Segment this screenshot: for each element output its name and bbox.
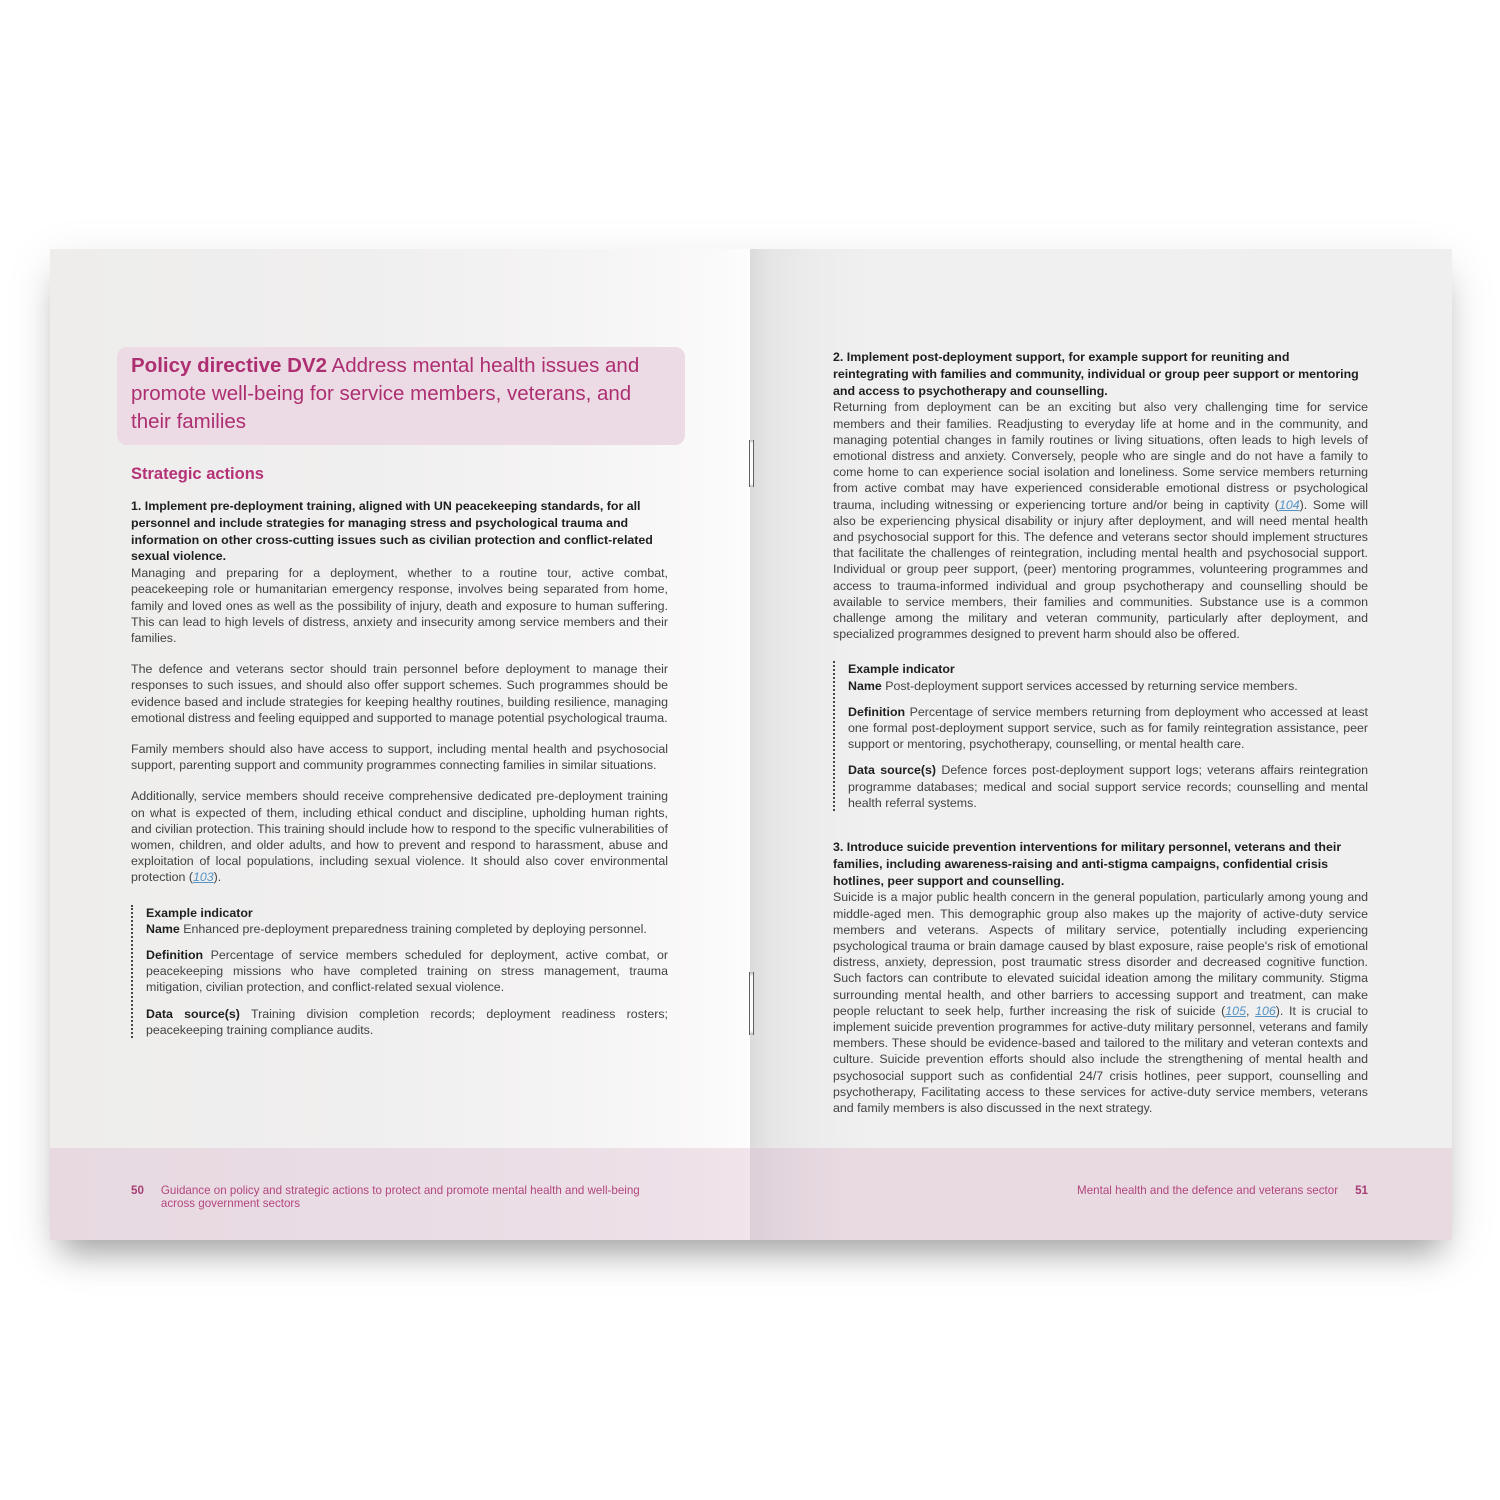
- action1-paragraph-1: Managing and preparing for a deployment, whether to a routine tour, active combat, peacekeeping role or humanitarian emergency response, involves being separated from home, family and loved ones as well as the possibility of injury, death and exposure to human suffering. This can lead to high levels of distress, anxiety and insecurity among service members and their families.: [131, 566, 668, 645]
- left-footer: [131, 1184, 668, 1210]
- indicator1-datasource: [146, 1006, 668, 1038]
- indicator2-definition: [848, 704, 1368, 753]
- action3-body: [833, 889, 1368, 1116]
- indicator1-definition: [146, 947, 668, 996]
- indicator1-name-label: Name: [146, 921, 180, 936]
- book-spread: [50, 249, 1452, 1240]
- right-footer-band: [750, 1148, 1452, 1240]
- right-page: [750, 249, 1452, 1240]
- spine-mark-bottom: [749, 972, 754, 1035]
- action1-paragraph-2: The defence and veterans sector should train personnel before deployment to manage their responses to such issues, and should also offer support schemes. Such programmes should be evidence based and include strategies for keeping healthy routines, building resilience, managing emotional distress and feeling equipped and supported to manage potential psychological trauma.: [131, 662, 668, 725]
- indicator2-name-text: Post-deployment support services accessed by returning service members.: [881, 678, 1298, 693]
- action2-body: [833, 399, 1368, 642]
- left-footer-text: Guidance on policy and strategic actions to protect and promote mental health and well-being across government sectors: [160, 1184, 640, 1210]
- action2-body-text: Returning from deployment can be an exciting but also very challenging time for service members and their families. Readjusting to everyday life at home and in the community, and managing potential changes in family routines or living situations, often leads to high levels of emotional distress and anxiety. Conversely, people who are single and do not have a family to come home to can experience social isolation and loneliness. Some service members returning from active combat may have experienced considerable emotional distress or psychological trauma, including witnessing or experiencing torture and/or being in captivity (: [833, 400, 1368, 512]
- strategic-actions-heading: Strategic actions: [131, 465, 264, 483]
- right-footer: [833, 1184, 1368, 1197]
- policy-directive-label: Policy directive DV2: [131, 354, 327, 377]
- indicator1-heading: Example indicator: [146, 905, 253, 920]
- indicator1-datasource-text: Training division completion records; deployment readiness rosters; peacekeeping training compliance audits.: [146, 1006, 668, 1037]
- example-indicator-box-1: [131, 905, 668, 1038]
- indicator2-heading: Example indicator: [848, 662, 955, 677]
- citation-link-106[interactable]: 106: [1255, 1003, 1276, 1018]
- indicator2-name: [848, 678, 1368, 694]
- left-page-number: 50: [131, 1184, 144, 1197]
- example-indicator-box-2: [833, 661, 1368, 811]
- citation-link-105[interactable]: 105: [1225, 1003, 1246, 1018]
- citation-separator: ,: [1245, 1003, 1256, 1018]
- right-footer-text: Mental health and the defence and veterans sector: [1077, 1184, 1339, 1197]
- spine-mark-top: [749, 440, 754, 487]
- indicator1-definition-label: Definition: [146, 948, 204, 963]
- action3-body-text: Suicide is a major public health concern in the general population, particularly among young and middle-aged men. This demographic group also makes up the majority of active-duty service members and veterans. Aspects of military service, potentially including experiencing psychological trauma or brain damage caused by blast exposure, raise people's risk of emotional distress, anxiety, depression, post traumatic stress disorder and decreased cognitive function. Such factors can contribute to elevated suicidal ideation among the military community. Stigma surrounding mental health, and other barriers to accessing support and treatment, can make people reluctant to seek help, further increasing the risk of suicide (: [833, 890, 1368, 1018]
- indicator1-definition-text: Percentage of service members scheduled for deployment, active combat, or peacekeeping missions who have completed training on stress management, trauma mitigation, civilian protection, and conflict-related sexual violence.: [146, 948, 668, 995]
- policy-directive-box: [117, 347, 685, 445]
- indicator2-datasource-label: Data source(s): [848, 763, 937, 778]
- indicator2-name-label: Name: [848, 678, 882, 693]
- action1-paragraph-3: Family members should also have access to support, including mental health and psychosocial support, parenting support and community programmes connecting families in similar situations.: [131, 742, 668, 773]
- policy-directive-text: Address mental health issues and promote well-being for service members, veterans, and their families: [131, 354, 640, 433]
- action1-paragraph-4: [131, 788, 668, 885]
- action1-paragraph-4-end: ).: [213, 870, 222, 885]
- citation-link-103[interactable]: 103: [192, 870, 214, 885]
- indicator2-datasource-text: Defence forces post-deployment support logs; veterans affairs reintegration programme databases; medical and social support service records; counselling and mental health referral systems.: [848, 763, 1368, 810]
- indicator1-name-text: Enhanced pre-deployment preparedness training completed by deploying personnel.: [179, 921, 647, 936]
- policy-directive-title: [131, 352, 659, 436]
- action1-heading: 1. Implement pre-deployment training, aligned with UN peacekeeping standards, for all personnel and include strategies for managing stress and psychological trauma and information on other cross-cutting issues such as civilian protection and conflict-related sexual violence.: [131, 499, 653, 564]
- indicator1-name: [146, 921, 668, 937]
- action1-paragraph-4-text: Additionally, service members should receive comprehensive dedicated pre-deployment training on what is expected of them, including ethical conduct and discipline, upholding human rights, and civilian protection. This training should include how to respond to the specific vulnerabilities of women, children, and older adults, and how to prevent and respond to harassment, abuse and exploitation of local populations, including sexual violence. It should also cover environmental protection (: [131, 789, 668, 885]
- action3-heading: 3. Introduce suicide prevention interventions for military personnel, veterans and their families, including awareness-raising and anti-stigma campaigns, confidential crisis hotlines, peer support and counselling.: [833, 840, 1342, 888]
- right-page-number: 51: [1355, 1184, 1368, 1197]
- indicator2-datasource: [848, 762, 1368, 811]
- indicator2-definition-label: Definition: [848, 704, 906, 719]
- indicator1-datasource-label: Data source(s): [146, 1006, 240, 1021]
- indicator2-definition-text: Percentage of service members returning from deployment who accessed at least one formal post-deployment support service, such as for family reintegration assistance, peer support or mentoring, psychotherapy, counselling, or mental health care.: [848, 704, 1368, 752]
- citation-link-104[interactable]: 104: [1278, 497, 1300, 512]
- left-page: [50, 249, 750, 1240]
- action2-body-end: ). Some will also be experiencing physical disability or injury after deployment, and will need mental health and psychosocial support for this. The defence and veterans sector should implement structures that facilitate the challenges of reintegration, including mental health and psychosocial support. Individual or group peer support, (peer) mentoring programmes, volunteering programmes and access to trauma-informed individual and group psychotherapy and counselling should be available to service members, their families and communities. Substance use is a common challenge among the military and veteran community, particularly after deployment, and specialized programmes designed to prevent harm should also be offered.: [833, 497, 1369, 642]
- left-footer-band: [50, 1148, 750, 1240]
- action3-body-end: ). It is crucial to implement suicide prevention programmes for active-duty military personnel, veterans and family members. These should be evidence-based and tailored to the military and veteran contexts and culture. Suicide prevention efforts should also include the strengthening of mental health and psychosocial support such as confidential 24/7 crisis hotlines, peer support, counselling and psychotherapy, Facilitating access to these services for active-duty service members, veterans and family members is also discussed in the next strategy.: [833, 1003, 1368, 1116]
- action2-heading: 2. Implement post-deployment support, for example support for reuniting and reintegrating with families and community, individual or group peer support or mentoring and access to psychotherapy and counselling.: [833, 350, 1359, 398]
